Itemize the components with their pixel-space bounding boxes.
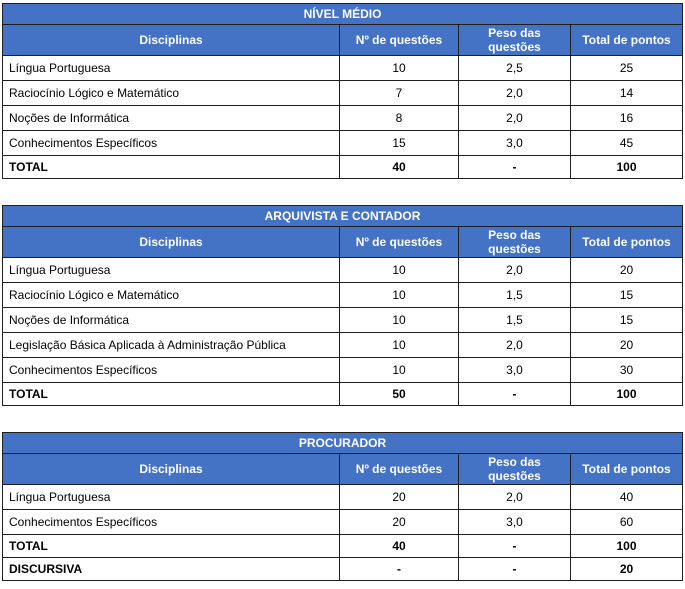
cell-peso: 2,0 xyxy=(459,81,571,106)
cell-peso: 1,5 xyxy=(459,283,571,308)
table-row xyxy=(3,358,683,383)
table-row xyxy=(3,131,683,156)
cell-disciplina: Língua Portuguesa xyxy=(3,56,340,81)
cell-questoes: 10 xyxy=(340,283,459,308)
cell-disciplina: Raciocínio Lógico e Matemático xyxy=(3,283,340,308)
header-disciplinas: Disciplinas xyxy=(3,454,340,485)
cell-pontos: 20 xyxy=(571,333,683,358)
cell-peso: 2,0 xyxy=(459,258,571,283)
header-num-questoes: Nº de questões xyxy=(340,454,459,485)
table-nivel-medio xyxy=(2,3,683,179)
table-title: ARQUIVISTA E CONTADOR xyxy=(3,206,683,227)
table-procurador xyxy=(2,432,683,581)
table-row xyxy=(3,106,683,131)
cell-peso: 2,5 xyxy=(459,56,571,81)
table-row xyxy=(3,81,683,106)
discursiva-peso: - xyxy=(459,558,571,581)
total-questoes: 40 xyxy=(340,535,459,558)
cell-pontos: 25 xyxy=(571,56,683,81)
total-questoes: 50 xyxy=(340,383,459,406)
total-questoes: 40 xyxy=(340,156,459,179)
header-total-pontos: Total de pontos xyxy=(571,25,683,56)
cell-questoes: 10 xyxy=(340,258,459,283)
total-label: TOTAL xyxy=(3,383,340,406)
table-row xyxy=(3,56,683,81)
header-peso: Peso das questões xyxy=(459,227,571,258)
cell-pontos: 20 xyxy=(571,258,683,283)
header-disciplinas: Disciplinas xyxy=(3,227,340,258)
cell-pontos: 15 xyxy=(571,308,683,333)
cell-disciplina: Legislação Básica Aplicada à Administração Pública xyxy=(3,333,340,358)
cell-disciplina: Conhecimentos Específicos xyxy=(3,510,340,535)
cell-pontos: 30 xyxy=(571,358,683,383)
total-peso: - xyxy=(459,156,571,179)
cell-peso: 2,0 xyxy=(459,333,571,358)
header-disciplinas: Disciplinas xyxy=(3,25,340,56)
cell-disciplina: Noções de Informática xyxy=(3,106,340,131)
cell-peso: 3,0 xyxy=(459,510,571,535)
table-row xyxy=(3,258,683,283)
total-pontos: 100 xyxy=(571,156,683,179)
cell-questoes: 15 xyxy=(340,131,459,156)
table-row xyxy=(3,485,683,510)
cell-peso: 1,5 xyxy=(459,308,571,333)
header-peso: Peso das questões xyxy=(459,25,571,56)
discursiva-row xyxy=(3,558,683,581)
total-row xyxy=(3,156,683,179)
total-row xyxy=(3,535,683,558)
discursiva-pontos: 20 xyxy=(571,558,683,581)
cell-questoes: 10 xyxy=(340,56,459,81)
header-total-pontos: Total de pontos xyxy=(571,227,683,258)
cell-pontos: 40 xyxy=(571,485,683,510)
total-label: TOTAL xyxy=(3,535,340,558)
cell-questoes: 20 xyxy=(340,510,459,535)
cell-disciplina: Língua Portuguesa xyxy=(3,258,340,283)
cell-peso: 2,0 xyxy=(459,106,571,131)
table-row xyxy=(3,333,683,358)
cell-peso: 2,0 xyxy=(459,485,571,510)
cell-pontos: 60 xyxy=(571,510,683,535)
table-row xyxy=(3,510,683,535)
table-title: PROCURADOR xyxy=(3,433,683,454)
discursiva-label: DISCURSIVA xyxy=(3,558,340,581)
table-row xyxy=(3,283,683,308)
cell-peso: 3,0 xyxy=(459,131,571,156)
cell-pontos: 14 xyxy=(571,81,683,106)
header-num-questoes: Nº de questões xyxy=(340,25,459,56)
total-pontos: 100 xyxy=(571,383,683,406)
total-pontos: 100 xyxy=(571,535,683,558)
header-num-questoes: Nº de questões xyxy=(340,227,459,258)
cell-questoes: 10 xyxy=(340,358,459,383)
cell-questoes: 20 xyxy=(340,485,459,510)
total-label: TOTAL xyxy=(3,156,340,179)
total-peso: - xyxy=(459,383,571,406)
cell-questoes: 10 xyxy=(340,308,459,333)
discursiva-questoes: - xyxy=(340,558,459,581)
total-row xyxy=(3,383,683,406)
cell-questoes: 10 xyxy=(340,333,459,358)
cell-pontos: 45 xyxy=(571,131,683,156)
cell-pontos: 15 xyxy=(571,283,683,308)
cell-peso: 3,0 xyxy=(459,358,571,383)
header-total-pontos: Total de pontos xyxy=(571,454,683,485)
table-arquivista-contador xyxy=(2,205,683,406)
total-peso: - xyxy=(459,535,571,558)
cell-disciplina: Raciocínio Lógico e Matemático xyxy=(3,81,340,106)
cell-questoes: 8 xyxy=(340,106,459,131)
cell-disciplina: Conhecimentos Específicos xyxy=(3,131,340,156)
cell-disciplina: Noções de Informática xyxy=(3,308,340,333)
table-row xyxy=(3,308,683,333)
cell-disciplina: Língua Portuguesa xyxy=(3,485,340,510)
cell-questoes: 7 xyxy=(340,81,459,106)
header-peso: Peso das questões xyxy=(459,454,571,485)
cell-disciplina: Conhecimentos Específicos xyxy=(3,358,340,383)
table-title: NÍVEL MÉDIO xyxy=(3,4,683,25)
cell-pontos: 16 xyxy=(571,106,683,131)
